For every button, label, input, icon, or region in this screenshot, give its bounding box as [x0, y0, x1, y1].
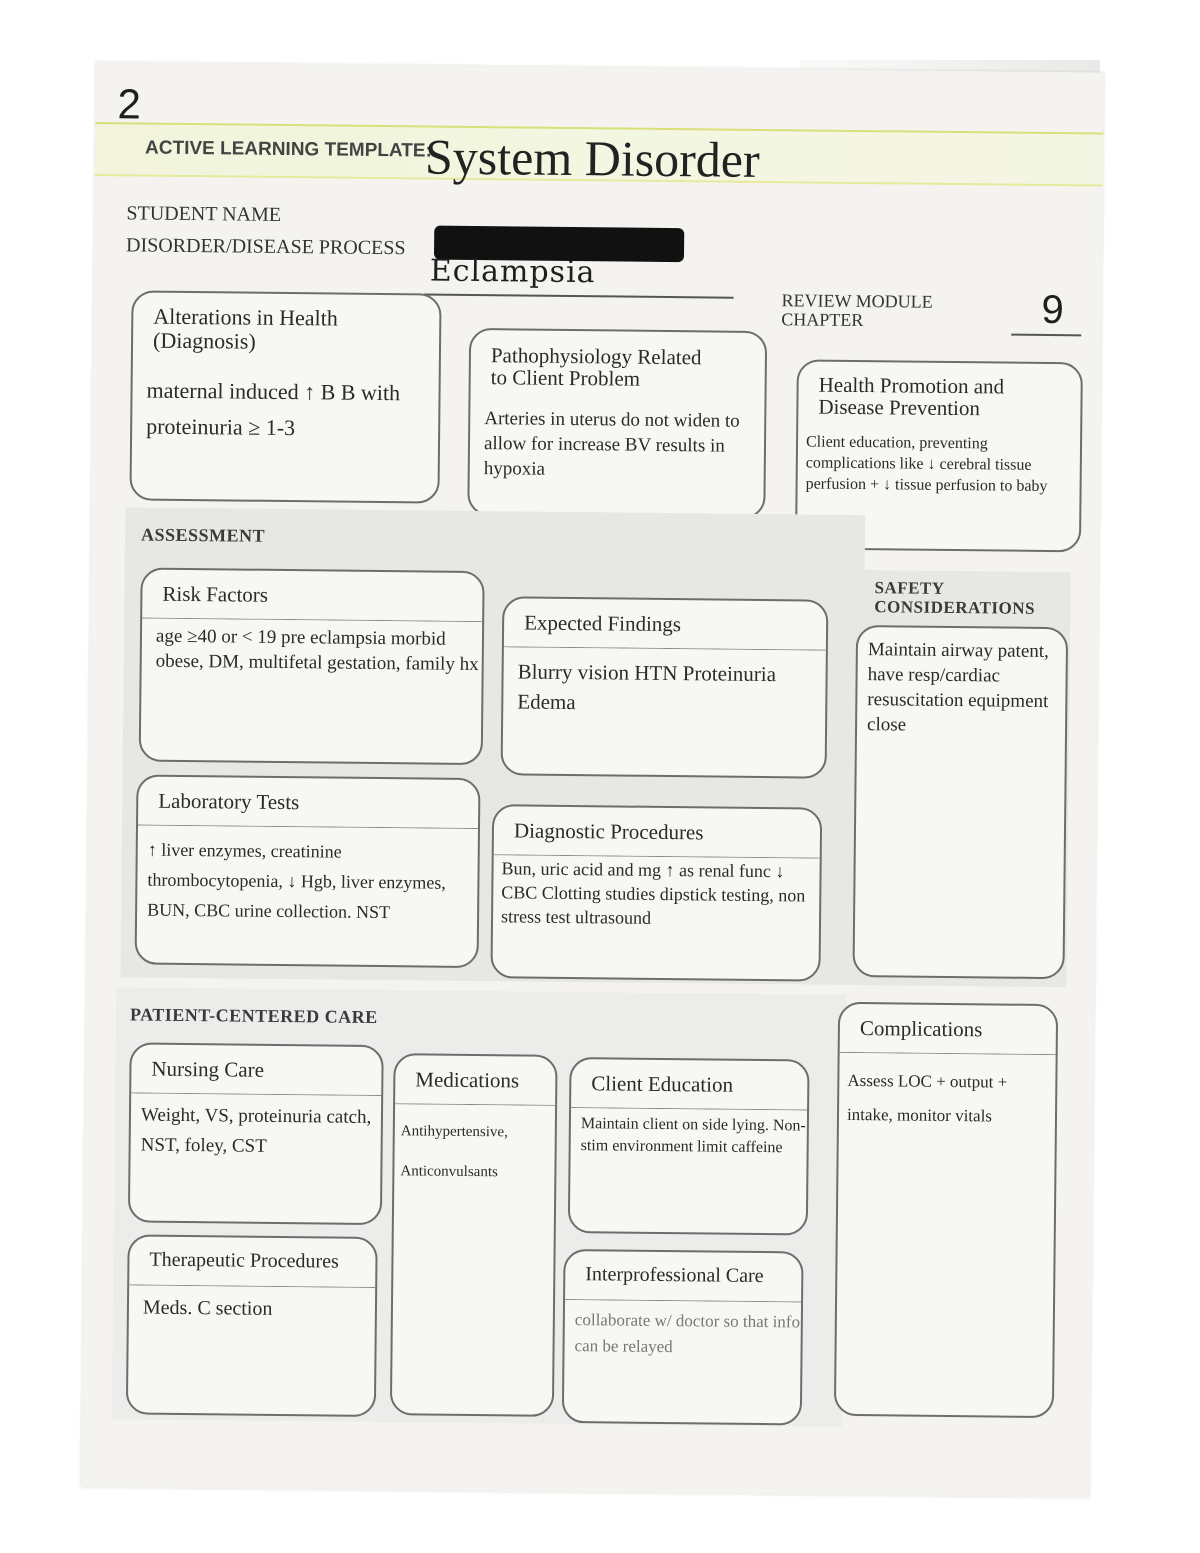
nursing-care-text: Weight, VS, proteinuria catch, NST, foley, CST — [140, 1104, 372, 1157]
laboratory-tests-title: Laboratory Tests — [158, 788, 300, 815]
worksheet-page — [81, 62, 1104, 1497]
disorder-value: Eclampsia — [429, 253, 596, 291]
alterations-text: maternal induced ↑ B B with proteinuria ≥ 1-3 — [146, 377, 401, 441]
medications-box — [390, 1053, 558, 1417]
health-promotion-title: Health Promotion and Disease Prevention — [818, 372, 1005, 421]
safety-label: SAFETY CONSIDERATIONS — [874, 578, 1036, 618]
diagnostic-procedures-box — [490, 804, 822, 981]
therapeutic-procedures-text: Meds. C section — [142, 1296, 273, 1320]
laboratory-tests-text: ↑ liver enzymes, creatinine thrombocytopenia, ↓ Hgb, liver enzymes, BUN, CBC urine collection. NST — [147, 839, 446, 923]
health-promotion-text: Client education, preventing complications like ↓ cerebral tissue perfusion + ↓ tissue perfusion to baby — [805, 433, 1048, 495]
pathophysiology-title: Pathophysiology Related to Client Problem — [490, 343, 702, 391]
template-label: ACTIVE LEARNING TEMPLATE: — [144, 137, 432, 162]
nursing-care-box — [128, 1042, 384, 1225]
client-education-title: Client Education — [591, 1071, 734, 1097]
page-number: 2 — [117, 80, 143, 128]
disorder-underline — [424, 293, 734, 298]
expected-findings-title: Expected Findings — [524, 610, 682, 637]
diagnostic-procedures-text: Bun, uric acid and mg ↑ as renal func ↓ CBC Clotting studies dipstick testing, non stress test ultrasound — [500, 858, 806, 928]
expected-findings-text: Blurry vision HTN Proteinuria Edema — [517, 659, 777, 715]
assessment-label: ASSESSMENT — [140, 524, 266, 546]
medications-text: Antihypertensive, Anticonvulsants — [400, 1123, 508, 1181]
therapeutic-procedures-title: Therapeutic Procedures — [149, 1248, 339, 1273]
risk-factors-text: age ≥40 or < 19 pre eclampsia morbid obese, DM, multifetal gestation, family hx — [155, 625, 479, 676]
client-education-text: Maintain client on side lying. Non-stim environment limit caffeine — [580, 1115, 806, 1157]
interprofessional-care-title: Interprofessional Care — [585, 1263, 764, 1288]
disorder-label: DISORDER/DISEASE PROCESS — [125, 234, 406, 260]
safety-box — [852, 625, 1068, 979]
laboratory-tests-box — [135, 774, 481, 968]
interprofessional-care-text: collaborate w/ doctor so that info can be relayed — [574, 1310, 801, 1357]
student-name-label: STUDENT NAME — [126, 202, 282, 226]
risk-factors-title: Risk Factors — [162, 581, 269, 607]
therapeutic-procedures-box — [126, 1234, 378, 1417]
template-title: System Disorder — [424, 128, 761, 188]
expected-findings-box — [501, 596, 829, 778]
review-module-label: REVIEW MODULE CHAPTER — [781, 290, 933, 331]
interprofessional-care-box — [562, 1249, 804, 1426]
alterations-box — [129, 290, 441, 503]
alterations-title: Alterations in Health (Diagnosis) — [152, 303, 338, 354]
medications-title: Medications — [415, 1067, 520, 1093]
complications-text: Assess LOC + output + intake, monitor vitals — [846, 1070, 1008, 1126]
review-module-underline — [1011, 334, 1081, 336]
complications-title: Complications — [859, 1016, 983, 1042]
diagnostic-procedures-title: Diagnostic Procedures — [513, 818, 704, 845]
review-module-value: 9 — [1041, 287, 1065, 333]
nursing-care-title: Nursing Care — [151, 1056, 265, 1082]
complications-box — [834, 1002, 1058, 1418]
risk-factors-box — [139, 567, 485, 765]
pathophysiology-text: Arteries in uterus do not widen to allow for increase BV results in hypoxia — [483, 408, 740, 480]
client-education-box — [568, 1057, 810, 1236]
patient-care-label: PATIENT-CENTERED CARE — [129, 1004, 378, 1028]
safety-text: Maintain airway patent, have resp/cardiac resuscitation equipment close — [866, 639, 1049, 736]
pathophysiology-box — [467, 328, 767, 519]
